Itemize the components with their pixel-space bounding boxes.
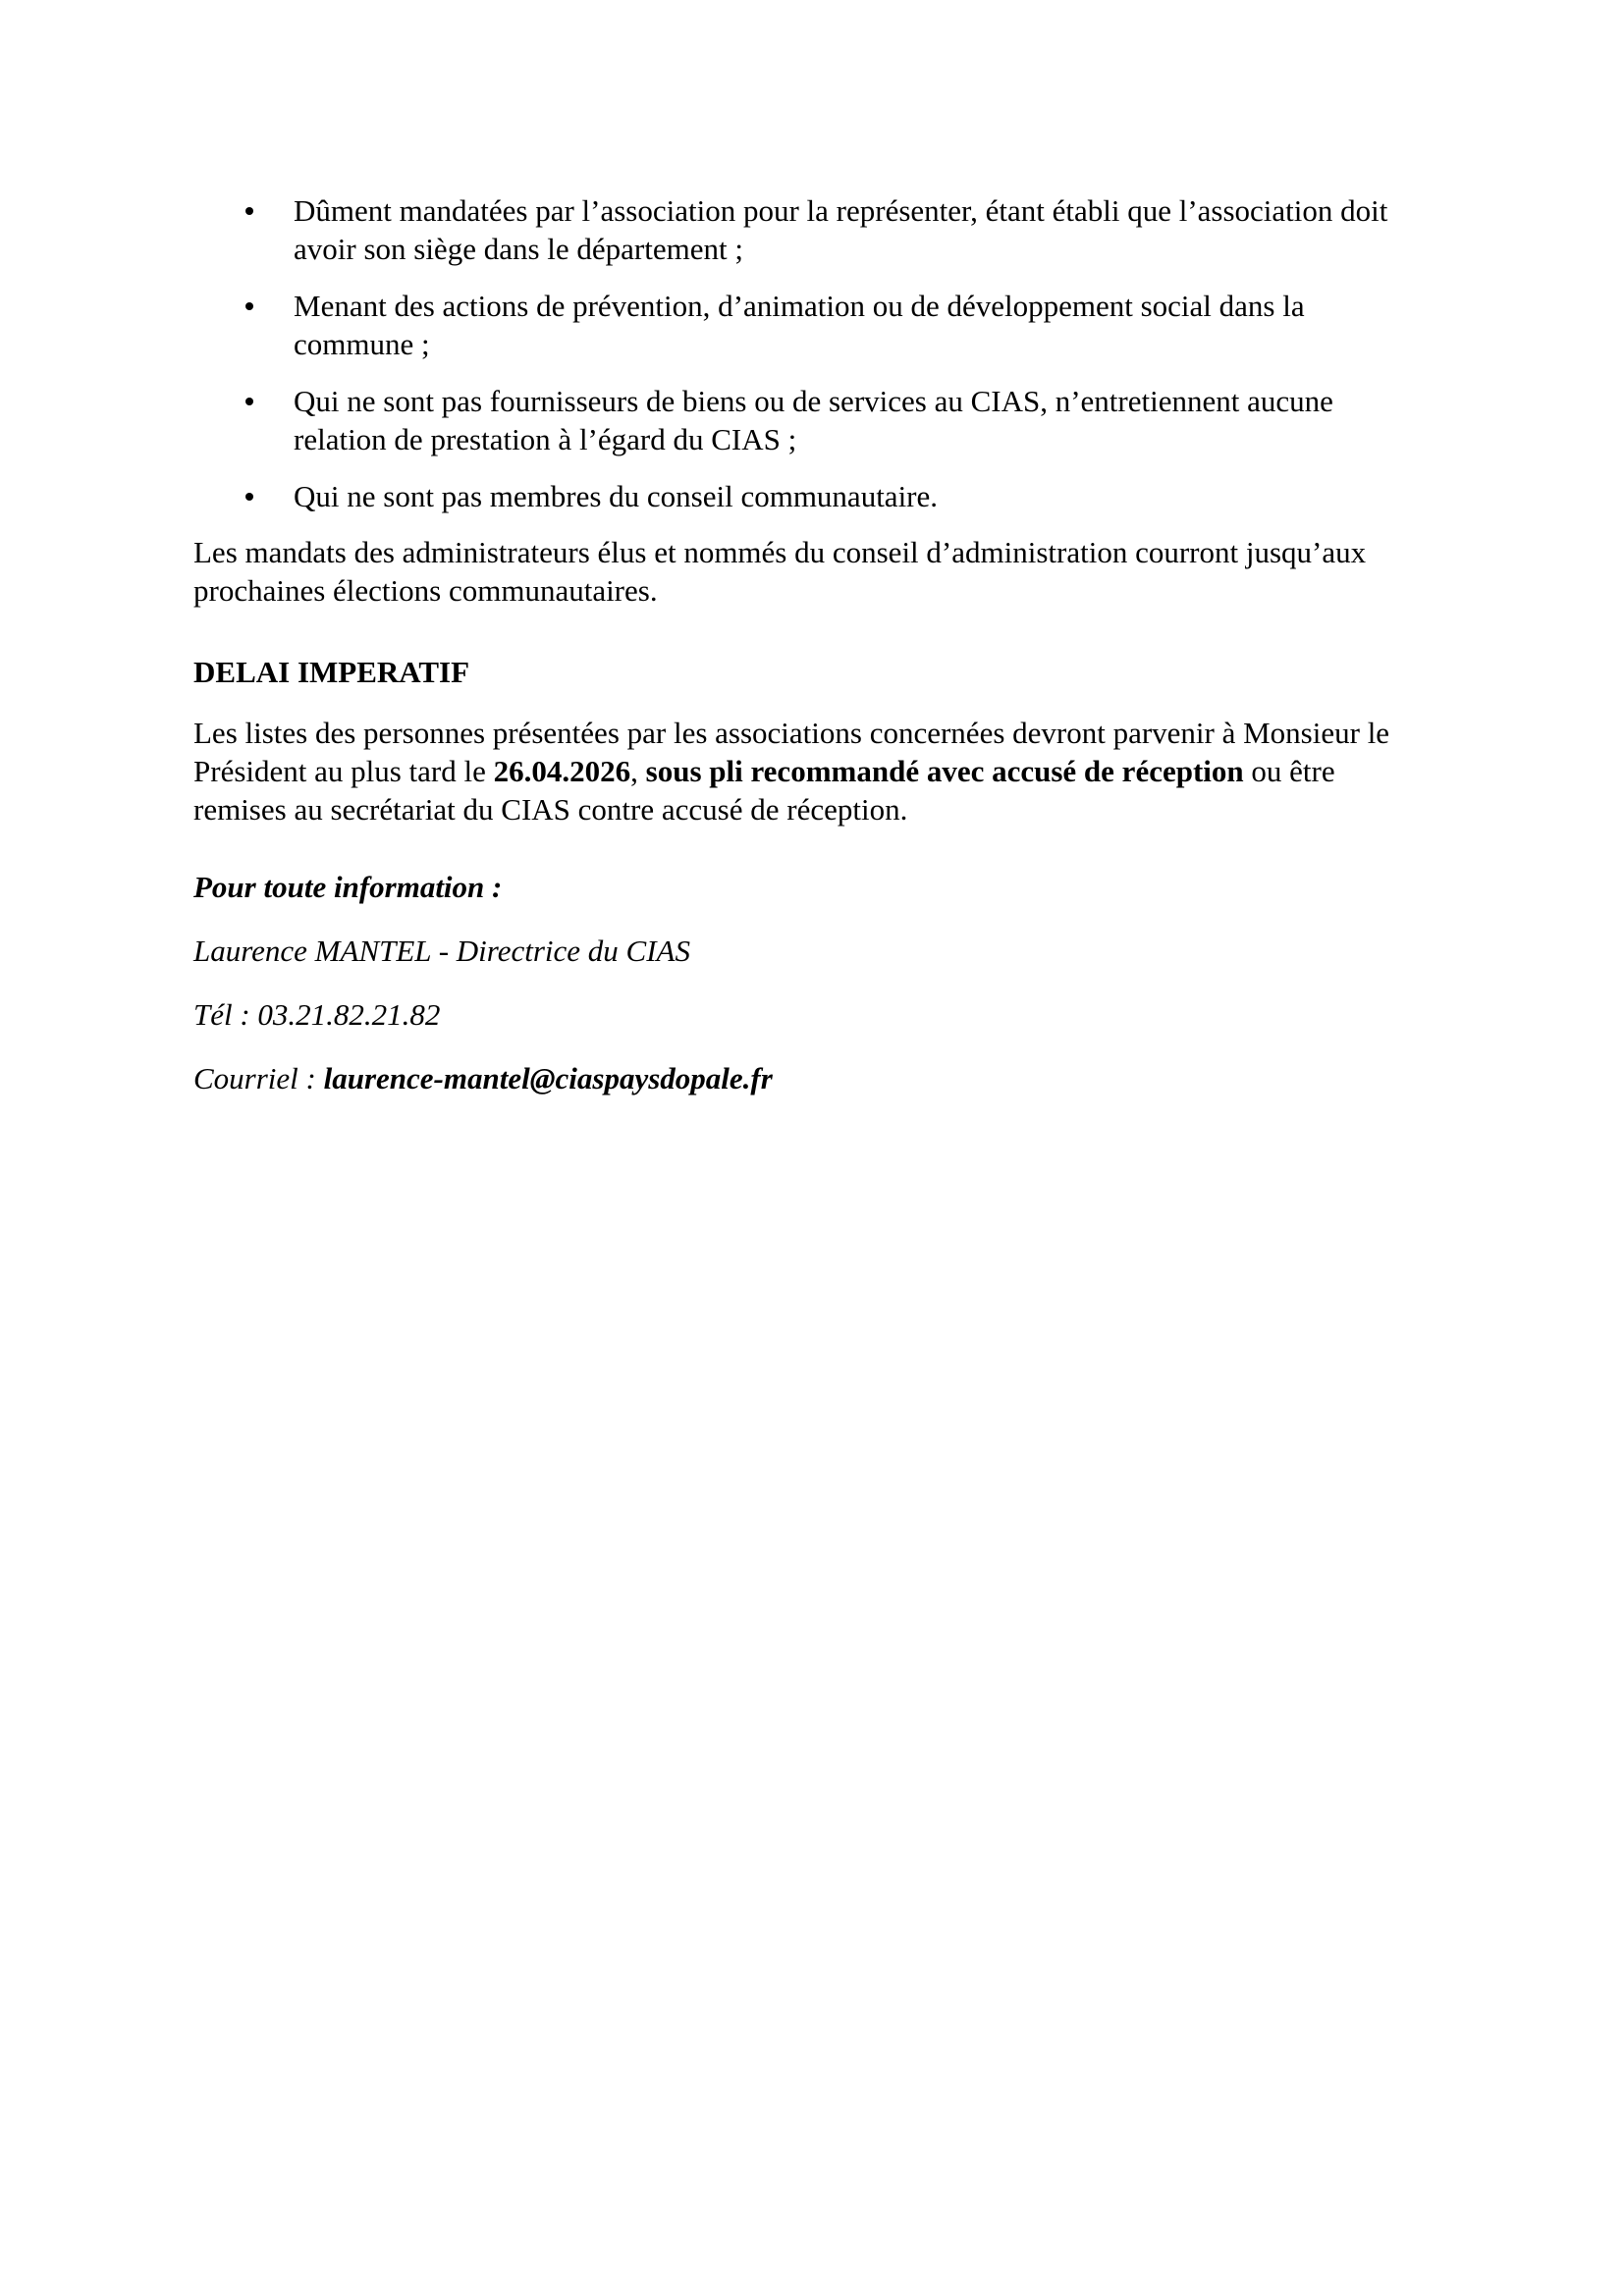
bullet-icon xyxy=(245,207,253,215)
deadline-paragraph xyxy=(193,714,1431,828)
bullet-icon xyxy=(245,302,253,310)
list-item xyxy=(193,477,1431,515)
contact-email-line xyxy=(193,1059,1431,1097)
info-title: Pour toute information : xyxy=(193,870,503,904)
eligibility-list xyxy=(193,191,1431,515)
list-item-text: Qui ne sont pas fournisseurs de biens ou de services au CIAS, n’entretiennent aucune relation de prestation à l’égard du CIAS ; xyxy=(294,384,1333,456)
delivery-method: sous pli recommandé avec accusé de réception xyxy=(645,754,1244,788)
section-heading: DELAI IMPERATIF xyxy=(193,655,470,689)
deadline-separator: , xyxy=(630,754,646,788)
bullet-icon xyxy=(245,398,253,405)
list-item xyxy=(193,287,1431,363)
email-address: laurence-mantel@ciaspaysdopale.fr xyxy=(323,1061,773,1095)
bullet-icon xyxy=(245,493,253,501)
list-item-text: Qui ne sont pas membres du conseil communautaire. xyxy=(294,479,939,513)
contact-phone: Tél : 03.21.82.21.82 xyxy=(193,997,441,1032)
list-item xyxy=(193,382,1431,458)
contact-name: Laurence MANTEL - Directrice du CIAS xyxy=(193,934,690,968)
list-item-text: Dûment mandatées par l’association pour la représenter, étant établi que l’association doit avoir son siège dans le département ; xyxy=(294,193,1388,266)
email-label: Courriel : xyxy=(193,1061,324,1095)
deadline-text-end: ou être remises au secrétariat du CIAS contre accusé de réception. xyxy=(193,754,1335,827)
document-body xyxy=(193,191,1431,1097)
deadline-date: 26.04.2026 xyxy=(493,754,631,788)
deadline-text-start: Les listes des personnes présentées par les associations concernées devront parvenir à Monsieur le Président au plus tard le xyxy=(193,716,1390,788)
mandats-paragraph: Les mandats des administrateurs élus et nommés du conseil d’administration courront jusqu’aux prochaines élections communautaires. xyxy=(193,535,1367,608)
list-item xyxy=(193,191,1431,268)
list-item-text: Menant des actions de prévention, d’animation ou de développement social dans la commune ; xyxy=(294,289,1305,361)
